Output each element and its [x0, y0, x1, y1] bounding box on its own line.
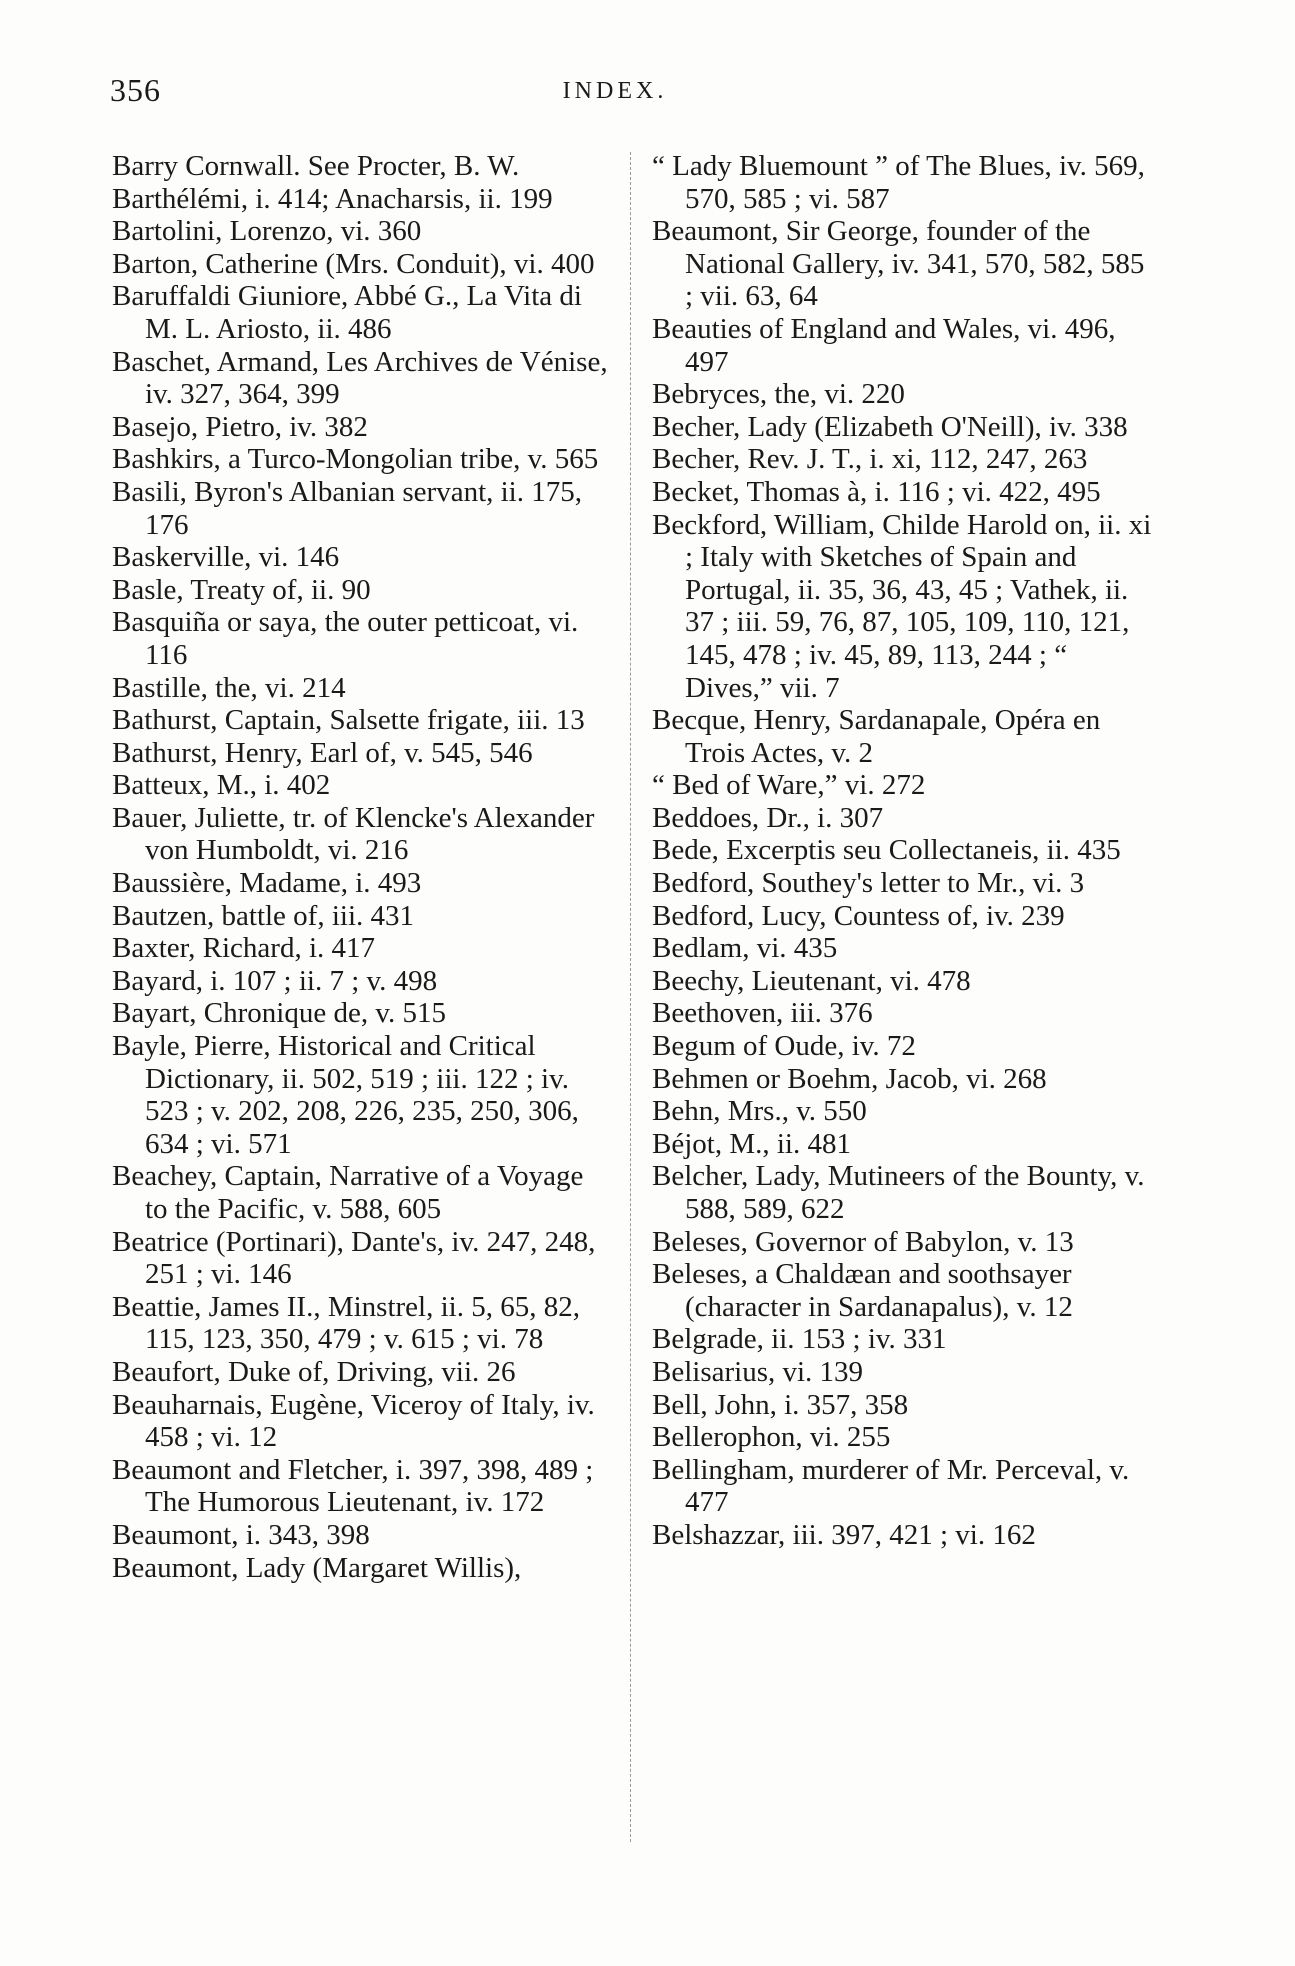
index-entry: Barthélémi, i. 414; Anacharsis, ii. 199 [112, 182, 553, 215]
index-entry: Bashkirs, a Turco-Mongolian tribe, v. 565 [112, 443, 599, 476]
index-entry: Beachey, Captain, Narrative of a Voyage to the Pacific, v. 588, 605 [112, 1160, 584, 1225]
index-entry: Beauharnais, Eugène, Viceroy of Italy, iv. 458 ; vi. 12 [112, 1388, 595, 1454]
column-divider [630, 152, 632, 1842]
index-entry: Beddoes, Dr., i. 307 [652, 801, 884, 834]
index-entry: Beaumont and Fletcher, i. 397, 398, 489 ; The Humorous Lieutenant, iv. 172 [112, 1453, 594, 1519]
index-entry: Baskerville, vi. 146 [112, 541, 340, 574]
index-entry: Barry Cornwall. See Procter, B. W. [112, 150, 520, 182]
index-entry: Batteux, M., i. 402 [112, 769, 331, 802]
index-entry: Bayard, i. 107 ; ii. 7 ; v. 498 [112, 964, 438, 997]
index-entry: Beckford, William, Childe Harold on, ii. xi ; Italy with Sketches of Spain and Portugal, ii. 35, 36, 43, 45 ; Vathek, ii. 37 ; iii. 59, 76, 87, 105, 109, 110, 121, 145, 478 ; iv. 45, 89, 113, 244 ; “ Dives,” vii. 7 [652, 508, 1152, 704]
index-entry: Belcher, Lady, Mutineers of the Bounty, v. 588, 589, 622 [652, 1160, 1145, 1225]
index-entry: Basejo, Pietro, iv. 382 [112, 410, 368, 443]
index-entry: Beaufort, Duke of, Driving, vii. 26 [112, 1355, 516, 1388]
index-entry: Bebryces, the, vi. 220 [652, 378, 905, 411]
index-entry: Begum of Oude, iv. 72 [652, 1030, 916, 1063]
index-entry: Bauer, Juliette, tr. of Klencke's Alexander von Humboldt, vi. 216 [112, 801, 595, 867]
left-column [112, 150, 612, 1584]
index-entry: Baschet, Armand, Les Archives de Vénise, iv. 327, 364, 399 [112, 345, 608, 411]
index-entry: Becket, Thomas à, i. 116 ; vi. 422, 495 [652, 475, 1101, 508]
index-entry: Bayle, Pierre, Historical and Critical Dictionary, ii. 502, 519 ; iii. 122 ; iv. 523 ; v. 202, 208, 226, 235, 250, 306, 634 ; vi. 571 [112, 1030, 579, 1160]
index-entry: Bathurst, Captain, Salsette frigate, iii. 13 [112, 704, 585, 737]
right-column [652, 150, 1157, 1552]
index-entry: Behn, Mrs., v. 550 [652, 1095, 867, 1128]
index-entry: Baussière, Madame, i. 493 [112, 867, 422, 900]
index-entry: Bedford, Southey's letter to Mr., vi. 3 [652, 867, 1085, 900]
index-entry: Bathurst, Henry, Earl of, v. 545, 546 [112, 736, 533, 769]
index-entry: Basili, Byron's Albanian servant, ii. 175, 176 [112, 475, 582, 541]
index-entry: Bastille, the, vi. 214 [112, 671, 346, 704]
index-entry: Baruffaldi Giuniore, Abbé G., La Vita di M. L. Ariosto, ii. 486 [112, 280, 582, 345]
index-entry: Bedford, Lucy, Countess of, iv. 239 [652, 899, 1065, 932]
index-entry: Belgrade, ii. 153 ; iv. 331 [652, 1323, 947, 1356]
index-entry: Bautzen, battle of, iii. 431 [112, 899, 415, 932]
running-head: INDEX. [562, 78, 668, 104]
index-entry: Bayart, Chronique de, v. 515 [112, 997, 446, 1030]
index-entry: Becher, Rev. J. T., i. xi, 112, 247, 263 [652, 443, 1088, 476]
index-entry: Bedlam, vi. 435 [652, 932, 838, 965]
index-entry: “ Lady Bluemount ” of The Blues, iv. 569, 570, 585 ; vi. 587 [652, 150, 1145, 215]
index-entry: Beauties of England and Wales, vi. 496, 497 [652, 312, 1116, 378]
index-entry: Bell, John, i. 357, 358 [652, 1388, 909, 1421]
index-entry: Becher, Lady (Elizabeth O'Neill), iv. 338 [652, 410, 1128, 443]
index-entry: Bede, Excerptis seu Collectaneis, ii. 435 [652, 834, 1121, 867]
index-entry: Beaumont, i. 343, 398 [112, 1518, 370, 1551]
index-entry: “ Bed of Ware,” vi. 272 [652, 769, 926, 802]
index-entry: Beattie, James II., Minstrel, ii. 5, 65, 82, 115, 123, 350, 479 ; v. 615 ; vi. 78 [112, 1290, 580, 1356]
index-entry: Bartolini, Lorenzo, vi. 360 [112, 215, 422, 248]
index-entry: Béjot, M., ii. 481 [652, 1127, 851, 1160]
index-entry: Beaumont, Sir George, founder of the National Gallery, iv. 341, 570, 582, 585 ; vii. 63, 64 [652, 215, 1145, 313]
index-entry: Beethoven, iii. 376 [652, 997, 873, 1030]
index-entry: Beleses, Governor of Babylon, v. 13 [652, 1225, 1074, 1258]
index-entry: Beleses, a Chaldæan and soothsayer (character in Sardanapalus), v. 12 [652, 1258, 1073, 1323]
index-entry: Basle, Treaty of, ii. 90 [112, 573, 371, 606]
index-entry: Basquiña or saya, the outer petticoat, vi. 116 [112, 606, 579, 671]
index-entry: Bellerophon, vi. 255 [652, 1421, 891, 1454]
index-entry: Becque, Henry, Sardanapale, Opéra en Trois Actes, v. 2 [652, 704, 1101, 769]
page-header [110, 72, 1120, 116]
index-entry: Beatrice (Portinari), Dante's, iv. 247, 248, 251 ; vi. 146 [112, 1225, 596, 1291]
index-entry: Beechy, Lieutenant, vi. 478 [652, 964, 971, 997]
index-entry: Belisarius, vi. 139 [652, 1355, 864, 1388]
index-entry: Baxter, Richard, i. 417 [112, 932, 375, 965]
index-entry: Belshazzar, iii. 397, 421 ; vi. 162 [652, 1518, 1036, 1551]
index-entry: Beaumont, Lady (Margaret Willis), [112, 1551, 522, 1584]
index-entry: Bellingham, murderer of Mr. Perceval, v. 477 [652, 1453, 1130, 1519]
index-entry: Behmen or Boehm, Jacob, vi. 268 [652, 1062, 1047, 1095]
index-entry: Barton, Catherine (Mrs. Conduit), vi. 400 [112, 247, 595, 280]
page-number: 356 [110, 72, 161, 108]
